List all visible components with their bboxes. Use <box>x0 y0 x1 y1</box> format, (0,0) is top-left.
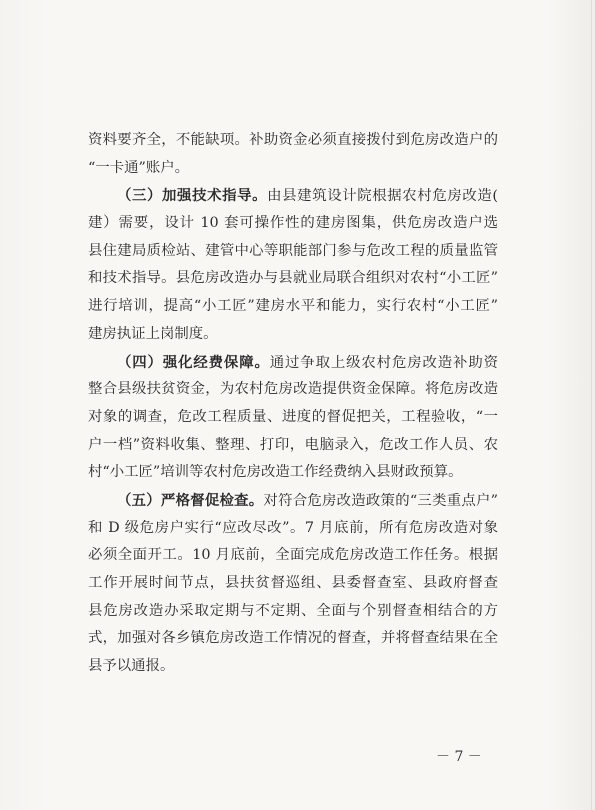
section-first-line <box>88 349 498 377</box>
scan-edge <box>591 0 592 810</box>
body-line: 必须全面开工。10 月底前，全面完成危房改造工作任务。根据 <box>88 547 498 564</box>
body-line: 对象的调查，危改工程质量、进度的督促把关，工程验收，“一 <box>88 408 498 425</box>
body-line: 和技术指导。县危房改造办与县就业局联合组织对农村“小工匠” <box>88 270 498 287</box>
body-line: 工作开展时间节点，县扶贫督巡组、县委督查室、县政府督查 <box>88 575 498 591</box>
page-number: － 7 － <box>436 749 482 765</box>
body-line: 户一档”资料收集、整理、打印，电脑录入，危改工作人员、农 <box>88 436 498 453</box>
body-line: 进行培训，提高“小工匠”建房水平和能力，实行农村“小工匠” <box>88 298 498 315</box>
body-line: 式，加强对各乡镇危房改造工作情况的督查，并将督查结果在全 <box>88 630 498 647</box>
section-first-line <box>88 182 498 210</box>
section-heading: （五）严格督促检查。 <box>117 491 264 509</box>
document-body <box>88 127 498 681</box>
body-line: 建房执证上岗制度。 <box>88 325 218 342</box>
section-heading: （三）加强技术指导。 <box>117 187 268 205</box>
body-line: 县危房改造办采取定期与不定期、全面与个别督查相结合的方 <box>88 602 498 619</box>
body-line: 建）需要，设计 10 套可操作性的建房图集，供危房改造户选 <box>88 215 498 232</box>
section-first-line-text: 对符合危房改造政策的“三类重点户” <box>263 492 498 509</box>
body-line: 整合县级扶贫资金，为农村危房改造提供资金保障。将危房改造 <box>88 381 498 398</box>
body-line: “一卡通”账户。 <box>88 159 190 176</box>
section-heading: （四）强化经费保障。 <box>117 353 270 371</box>
body-line: 和 D 级危房户实行“应改尽改”。7 月底前，所有危房改造对象 <box>88 519 498 536</box>
body-line: 县予以通报。 <box>88 658 175 675</box>
body-line: 村“小工匠”培训等农村危房改造工作经费纳入县财政预算。 <box>88 464 463 481</box>
body-line: 资料要齐全，不能缺项。补助资金必须直接拨付到危房改造户的 <box>88 132 498 148</box>
section-first-line-text: 由县建筑设计院根据农村危房改造( <box>267 188 498 205</box>
section-first-line <box>88 487 498 515</box>
body-line: 县住建局质检站、建管中心等职能部门参与危改工程的质量监管 <box>88 242 498 259</box>
section-first-line-text: 通过争取上级农村危房改造补助资 <box>269 354 498 371</box>
